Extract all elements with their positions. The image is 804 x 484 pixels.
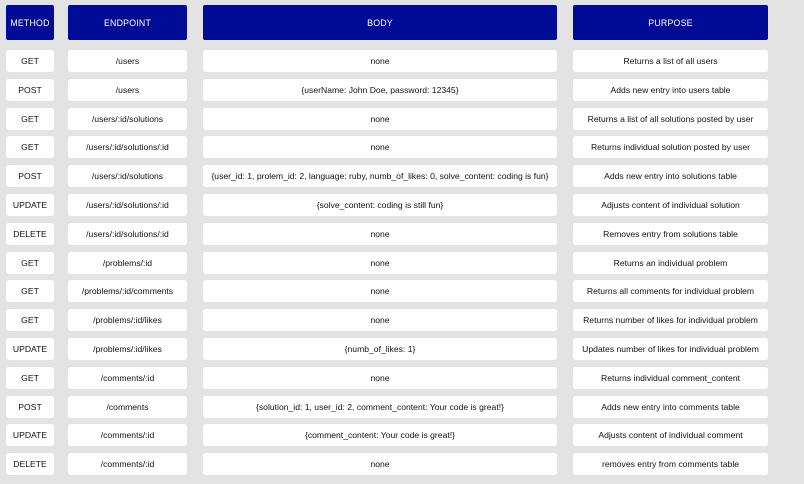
method-cell: UPDATE bbox=[6, 194, 54, 216]
method-cell: GET bbox=[6, 280, 54, 302]
endpoint-cell: /comments/:id bbox=[68, 424, 187, 446]
body-cell: {user_id: 1, prolem_id: 2, language: ruby, numb_of_likes: 0, solve_content: coding is fun} bbox=[203, 165, 557, 187]
body-cell: none bbox=[203, 108, 557, 130]
table-row bbox=[0, 367, 804, 389]
method-cell: POST bbox=[6, 165, 54, 187]
body-cell: {userName: John Doe, password: 12345} bbox=[203, 79, 557, 101]
body-cell: none bbox=[203, 367, 557, 389]
body-column-header: BODY bbox=[203, 5, 557, 40]
method-column-header: METHOD bbox=[6, 5, 54, 40]
purpose-cell: Updates number of likes for individual problem bbox=[573, 338, 768, 360]
body-cell: none bbox=[203, 136, 557, 158]
body-cell: {solution_id: 1, user_id: 2, comment_content: Your code is great!} bbox=[203, 396, 557, 418]
method-cell: POST bbox=[6, 396, 54, 418]
table-row bbox=[0, 280, 804, 302]
table-row bbox=[0, 309, 804, 331]
purpose-cell: Returns a list of all solutions posted by user bbox=[573, 108, 768, 130]
endpoint-cell: /users/:id/solutions bbox=[68, 165, 187, 187]
table-header bbox=[0, 5, 804, 40]
method-cell: GET bbox=[6, 50, 54, 72]
table-row bbox=[0, 136, 804, 158]
method-cell: GET bbox=[6, 136, 54, 158]
purpose-cell: Returns individual solution posted by user bbox=[573, 136, 768, 158]
method-cell: DELETE bbox=[6, 453, 54, 475]
purpose-cell: Returns individual comment_content bbox=[573, 367, 768, 389]
method-cell: GET bbox=[6, 309, 54, 331]
endpoint-cell: /users bbox=[68, 79, 187, 101]
table-row bbox=[0, 252, 804, 274]
method-cell: GET bbox=[6, 252, 54, 274]
table-row bbox=[0, 338, 804, 360]
body-cell: none bbox=[203, 309, 557, 331]
method-cell: GET bbox=[6, 367, 54, 389]
purpose-cell: Removes entry from solutions table bbox=[573, 223, 768, 245]
table-row bbox=[0, 396, 804, 418]
endpoint-cell: /problems/:id/comments bbox=[68, 280, 187, 302]
purpose-cell: removes entry from comments table bbox=[573, 453, 768, 475]
method-cell: UPDATE bbox=[6, 424, 54, 446]
endpoint-column-header: ENDPOINT bbox=[68, 5, 187, 40]
endpoint-cell: /comments/:id bbox=[68, 367, 187, 389]
purpose-cell: Adds new entry into solutions table bbox=[573, 165, 768, 187]
body-cell: none bbox=[203, 252, 557, 274]
purpose-cell: Returns a list of all users bbox=[573, 50, 768, 72]
endpoint-cell: /comments bbox=[68, 396, 187, 418]
body-cell: {comment_content: Your code is great!} bbox=[203, 424, 557, 446]
body-cell: none bbox=[203, 453, 557, 475]
purpose-column-header: PURPOSE bbox=[573, 5, 768, 40]
table-row bbox=[0, 50, 804, 72]
endpoint-cell: /users/:id/solutions bbox=[68, 108, 187, 130]
table-row bbox=[0, 424, 804, 446]
method-cell: DELETE bbox=[6, 223, 54, 245]
purpose-cell: Adjusts content of individual solution bbox=[573, 194, 768, 216]
body-cell: none bbox=[203, 223, 557, 245]
endpoint-cell: /users bbox=[68, 50, 187, 72]
body-cell: none bbox=[203, 50, 557, 72]
body-cell: {solve_content: coding is still fun} bbox=[203, 194, 557, 216]
body-cell: {numb_of_likes: 1} bbox=[203, 338, 557, 360]
endpoint-cell: /users/:id/solutions/:id bbox=[68, 194, 187, 216]
endpoint-cell: /problems/:id bbox=[68, 252, 187, 274]
endpoint-cell: /problems/:id/likes bbox=[68, 309, 187, 331]
body-cell: none bbox=[203, 280, 557, 302]
method-cell: POST bbox=[6, 79, 54, 101]
table-row bbox=[0, 165, 804, 187]
purpose-cell: Adds new entry into users table bbox=[573, 79, 768, 101]
purpose-cell: Adjusts content of individual comment bbox=[573, 424, 768, 446]
method-cell: GET bbox=[6, 108, 54, 130]
purpose-cell: Returns an individual problem bbox=[573, 252, 768, 274]
method-cell: UPDATE bbox=[6, 338, 54, 360]
purpose-cell: Adds new entry into comments table bbox=[573, 396, 768, 418]
purpose-cell: Returns number of likes for individual problem bbox=[573, 309, 768, 331]
table-row bbox=[0, 223, 804, 245]
table-row bbox=[0, 453, 804, 475]
endpoint-cell: /users/:id/solutions/:id bbox=[68, 136, 187, 158]
table-row bbox=[0, 194, 804, 216]
endpoint-cell: /comments/:id bbox=[68, 453, 187, 475]
endpoint-cell: /users/:id/solutions/:id bbox=[68, 223, 187, 245]
table-row bbox=[0, 108, 804, 130]
endpoint-cell: /problems/:id/likes bbox=[68, 338, 187, 360]
table-row bbox=[0, 79, 804, 101]
purpose-cell: Returns all comments for individual problem bbox=[573, 280, 768, 302]
